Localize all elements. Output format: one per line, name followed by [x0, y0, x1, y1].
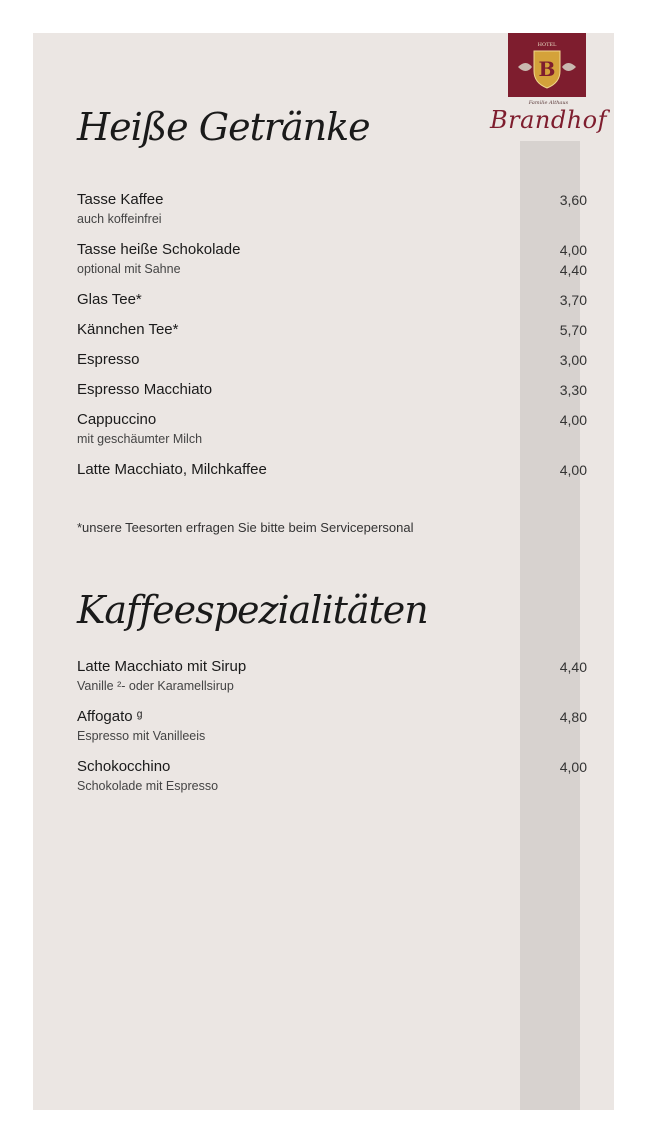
menu-item — [77, 757, 587, 795]
item-description: optional mit Sahne — [77, 262, 181, 276]
item-name: Latte Macchiato, Milchkaffee — [77, 461, 267, 478]
menu-item — [77, 460, 587, 480]
logo-family-label: Familie Althaus — [528, 100, 569, 106]
item-price: 3,60 — [559, 192, 587, 208]
menu-item — [77, 350, 587, 370]
item-price: 5,70 — [559, 322, 587, 338]
item-name: Cappuccino — [77, 411, 157, 428]
item-price: 4,00 — [559, 242, 587, 258]
item-price: 4,80 — [559, 709, 587, 725]
section-heading-coffee-specialties: Kaffeespezialitäten — [77, 588, 428, 632]
hotel-logo — [483, 33, 614, 138]
menu-item — [77, 190, 587, 228]
crest-icon — [508, 33, 586, 97]
item-name: Glas Tee* — [77, 291, 142, 308]
menu-item — [77, 240, 587, 278]
tea-footnote: *unsere Teesorten erfragen Sie bitte beim Servicepersonal — [77, 520, 414, 535]
menu-item — [77, 290, 587, 310]
item-name: Espresso — [77, 351, 140, 368]
item-price: 4,40 — [559, 659, 587, 675]
logo-hotel-label: HOTEL — [537, 42, 557, 48]
item-description: Espresso mit Vanilleeis — [77, 729, 206, 743]
item-price: 4,00 — [559, 759, 587, 775]
item-price: 3,00 — [559, 352, 587, 368]
item-name: Espresso Macchiato — [77, 381, 213, 398]
item-price: 4,00 — [559, 412, 587, 428]
menu-item — [77, 657, 587, 695]
item-name: Affogato ᵍ — [77, 708, 143, 725]
item-price: 3,30 — [559, 382, 587, 398]
item-price: 3,70 — [559, 292, 587, 308]
menu-item — [77, 410, 587, 448]
section-heading-hot-drinks: Heiße Getränke — [77, 105, 370, 149]
menu-item — [77, 320, 587, 340]
item-name: Latte Macchiato mit Sirup — [77, 658, 247, 675]
item-name: Schokocchino — [77, 758, 171, 775]
item-price: 4,00 — [559, 462, 587, 478]
item-description: mit geschäumter Milch — [77, 432, 203, 446]
item-name: Kännchen Tee* — [77, 321, 179, 338]
item-description: Schokolade mit Espresso — [77, 779, 219, 793]
price-column-band — [520, 141, 580, 1110]
item-description: Vanille ²- oder Karamellsirup — [77, 679, 234, 693]
menu-item — [77, 380, 587, 400]
item-description: auch koffeinfrei — [77, 212, 162, 226]
menu-page — [33, 33, 614, 1110]
item-price-option: 4,40 — [559, 262, 587, 278]
logo-brand-name: Brandhof — [489, 106, 608, 134]
logo-crest-letter: B — [538, 57, 556, 81]
menu-item — [77, 707, 587, 745]
logo-crest-box — [508, 33, 586, 97]
item-name: Tasse heiße Schokolade — [77, 241, 241, 258]
item-name: Tasse Kaffee — [77, 191, 164, 208]
